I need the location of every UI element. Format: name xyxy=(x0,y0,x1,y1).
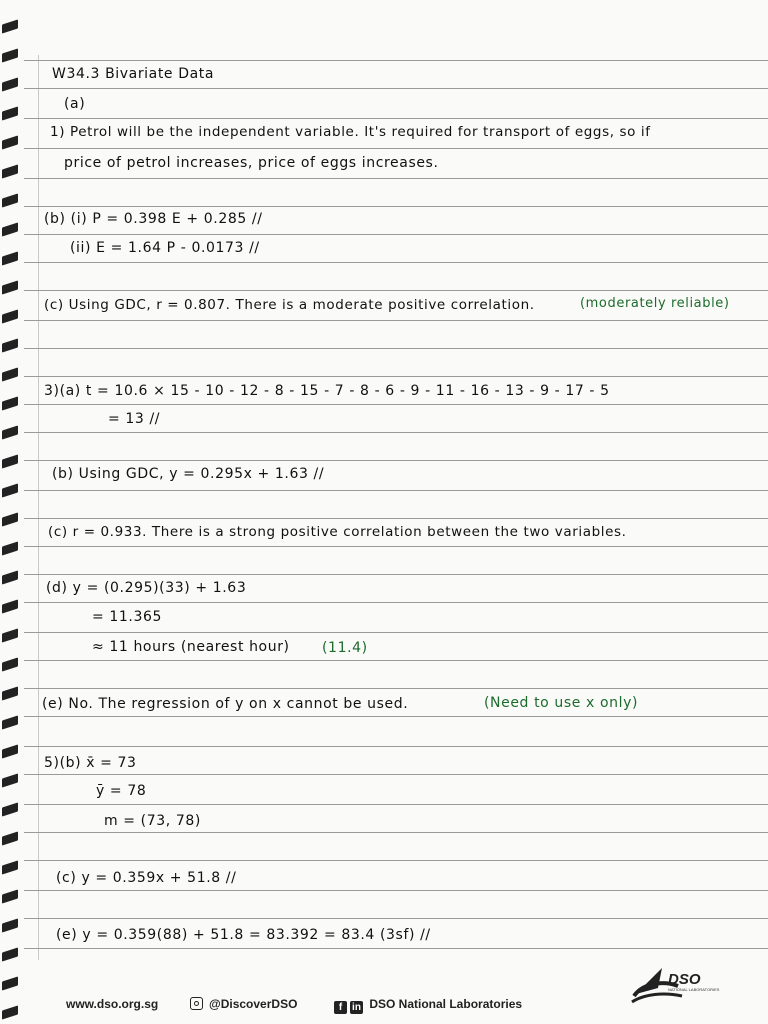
spiral-ring xyxy=(2,483,18,497)
q1-part-a-label: (a) xyxy=(64,96,86,112)
spiral-ring xyxy=(2,425,18,439)
spiral-ring xyxy=(2,889,18,903)
website-link[interactable]: www.dso.org.sg xyxy=(66,997,159,1011)
spiral-ring xyxy=(2,454,18,468)
spiral-ring xyxy=(2,773,18,787)
linkedin-icon: in xyxy=(350,1001,363,1014)
spiral-ring xyxy=(2,570,18,584)
q1-answer-line-2: price of petrol increases, price of eggs increases. xyxy=(64,155,439,171)
ruled-line xyxy=(24,632,768,633)
ruled-line xyxy=(24,602,768,603)
q3-d-note: (11.4) xyxy=(322,640,368,656)
q3-a-line-2: = 13 // xyxy=(108,411,161,427)
spiral-ring xyxy=(2,48,18,62)
q3-c: (c) r = 0.933. There is a strong positive correlation between the two variables. xyxy=(48,524,627,540)
ruled-line xyxy=(24,320,768,321)
q5-b-line-2: ȳ = 78 xyxy=(96,783,147,799)
ruled-line xyxy=(24,234,768,235)
q1-b-i: (b) (i) P = 0.398 E + 0.285 // xyxy=(44,211,263,227)
ruled-line xyxy=(24,348,768,349)
instagram-icon xyxy=(190,997,203,1010)
ruled-line xyxy=(24,432,768,433)
ruled-line xyxy=(24,546,768,547)
spiral-ring xyxy=(2,744,18,758)
spiral-ring xyxy=(2,164,18,178)
q3-e-note: (Need to use x only) xyxy=(484,695,639,711)
ruled-line xyxy=(24,804,768,805)
q3-d-line-3: ≈ 11 hours (nearest hour) xyxy=(92,639,290,655)
ruled-line xyxy=(24,88,768,89)
ruled-line xyxy=(24,918,768,919)
spiral-ring xyxy=(2,860,18,874)
social-org-link[interactable]: f in DSO National Laboratories xyxy=(334,997,522,1014)
spiral-ring xyxy=(2,686,18,700)
q3-d-line-1: (d) y = (0.295)(33) + 1.63 xyxy=(46,580,247,596)
margin-line xyxy=(38,55,39,960)
page-title: W34.3 Bivariate Data xyxy=(52,66,215,82)
spiral-ring xyxy=(2,309,18,323)
spiral-ring xyxy=(2,193,18,207)
ruled-line xyxy=(24,746,768,747)
spiral-ring xyxy=(2,396,18,410)
ruled-line xyxy=(24,262,768,263)
spiral-ring xyxy=(2,106,18,120)
ruled-line xyxy=(24,118,768,119)
ruled-line xyxy=(24,660,768,661)
logo-subtext: NATIONAL LABORATORIES xyxy=(668,987,720,992)
spiral-ring xyxy=(2,512,18,526)
spiral-ring xyxy=(2,338,18,352)
spiral-ring xyxy=(2,628,18,642)
ruled-line xyxy=(24,60,768,61)
spiral-ring xyxy=(2,135,18,149)
spiral-ring xyxy=(2,77,18,91)
ruled-line xyxy=(24,178,768,179)
facebook-icon: f xyxy=(334,1001,347,1014)
q5-c: (c) y = 0.359x + 51.8 // xyxy=(56,870,237,886)
ruled-line xyxy=(24,832,768,833)
ruled-line xyxy=(24,948,768,949)
spiral-ring xyxy=(2,657,18,671)
q3-b: (b) Using GDC, y = 0.295x + 1.63 // xyxy=(52,466,325,482)
ruled-line xyxy=(24,518,768,519)
ruled-line xyxy=(24,290,768,291)
logo-wordmark: DSO xyxy=(668,971,701,988)
spiral-ring xyxy=(2,918,18,932)
spiral-ring xyxy=(2,19,18,33)
q5-b-line-3: m = (73, 78) xyxy=(104,813,201,829)
q1-c-note: (moderately reliable) xyxy=(580,296,730,311)
q3-d-line-2: = 11.365 xyxy=(92,609,162,625)
q5-e: (e) y = 0.359(88) + 51.8 = 83.392 = 83.4 (3sf) // xyxy=(56,927,431,943)
q3-a-line-1: 3)(a) t = 10.6 × 15 - 10 - 12 - 8 - 15 - 7 - 8 - 6 - 9 - 11 - 16 - 13 - 9 - 17 - 5 xyxy=(44,383,610,399)
spiral-ring xyxy=(2,947,18,961)
spiral-ring xyxy=(2,802,18,816)
ruled-line xyxy=(24,148,768,149)
q1-c: (c) Using GDC, r = 0.807. There is a moderate positive correlation. xyxy=(44,297,535,313)
spiral-ring xyxy=(2,222,18,236)
q1-b-ii: (ii) E = 1.64 P - 0.0173 // xyxy=(70,240,260,256)
spiral-binding xyxy=(0,0,24,1024)
q1-answer-line-1: 1) Petrol will be the independent variable. It's required for transport of eggs, so if xyxy=(50,124,651,140)
spiral-ring xyxy=(2,367,18,381)
instagram-handle[interactable]: @DiscoverDSO xyxy=(190,997,297,1011)
spiral-ring xyxy=(2,251,18,265)
ruled-line xyxy=(24,574,768,575)
spiral-ring xyxy=(2,280,18,294)
ruled-line xyxy=(24,490,768,491)
ruled-line xyxy=(24,774,768,775)
ruled-line xyxy=(24,860,768,861)
ruled-line xyxy=(24,376,768,377)
spiral-ring xyxy=(2,541,18,555)
ruled-line xyxy=(24,206,768,207)
ruled-line xyxy=(24,716,768,717)
ruled-line xyxy=(24,688,768,689)
ruled-line xyxy=(24,890,768,891)
ruled-line xyxy=(24,460,768,461)
ruled-line xyxy=(24,404,768,405)
spiral-ring xyxy=(2,599,18,613)
spiral-ring xyxy=(2,831,18,845)
q5-b-line-1: 5)(b) x̄ = 73 xyxy=(44,755,137,771)
spiral-ring xyxy=(2,715,18,729)
q3-e: (e) No. The regression of y on x cannot be used. xyxy=(42,696,409,712)
